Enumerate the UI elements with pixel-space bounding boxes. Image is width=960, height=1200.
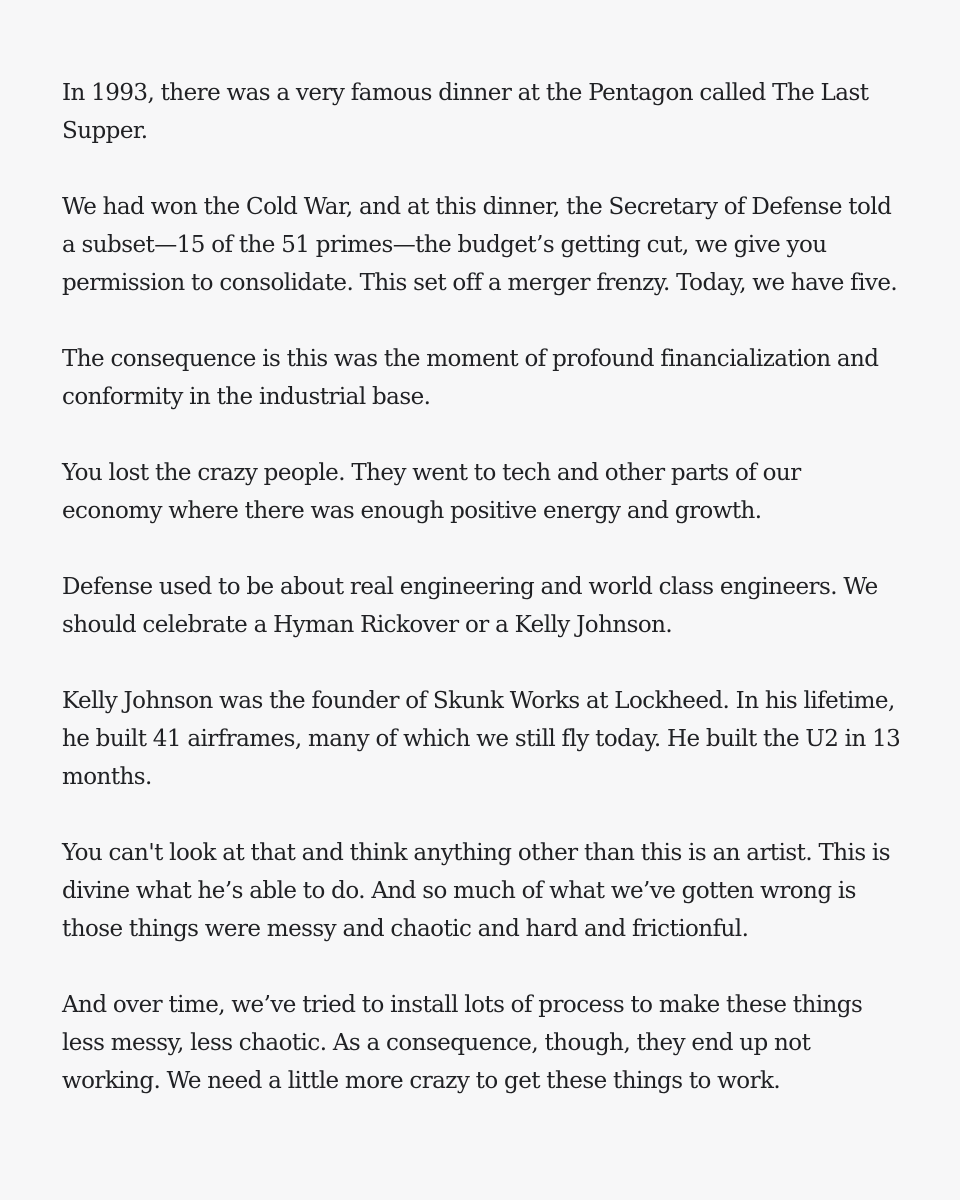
paragraph-6-line-1: Kelly Johnson was the founder of Skunk Works at Lockheed. In his lifetime, (62, 688, 895, 714)
paragraph-8 (62, 986, 922, 1100)
paragraph-1-line-2: Supper. (62, 118, 148, 144)
paragraph-6-line-2: he built 41 airframes, many of which we still fly today. He built the U2 in 13 (62, 726, 901, 752)
paragraph-7-line-2: divine what he’s able to do. And so much of what we’ve gotten wrong is (62, 878, 856, 904)
paragraph-6 (62, 682, 922, 796)
paragraph-7-line-3: those things were messy and chaotic and hard and frictionful. (62, 916, 749, 942)
paragraph-2 (62, 188, 922, 302)
paragraph-5-line-2: should celebrate a Hyman Rickover or a Kelly Johnson. (62, 612, 673, 638)
paragraph-2-line-3: permission to consolidate. This set off a merger frenzy. Today, we have five. (62, 270, 898, 296)
paragraph-1 (62, 74, 922, 150)
paragraph-8-line-1: And over time, we’ve tried to install lots of process to make these things (62, 992, 863, 1018)
paragraph-8-line-3: working. We need a little more crazy to get these things to work. (62, 1068, 781, 1094)
paragraph-2-line-2: a subset—15 of the 51 primes—the budget’s getting cut, we give you (62, 232, 827, 258)
paragraph-2-line-1: We had won the Cold War, and at this dinner, the Secretary of Defense told (62, 194, 892, 220)
paragraph-6-line-3: months. (62, 764, 152, 790)
paragraph-3-line-1: The consequence is this was the moment of profound financialization and (62, 346, 879, 372)
paragraph-3 (62, 340, 922, 416)
paragraph-4-line-2: economy where there was enough positive energy and growth. (62, 498, 762, 524)
paragraph-5-line-1: Defense used to be about real engineering and world class engineers. We (62, 574, 878, 600)
paragraph-4 (62, 454, 922, 530)
quote-text-block (62, 74, 922, 1100)
paragraph-5 (62, 568, 922, 644)
paragraph-7 (62, 834, 922, 948)
paragraph-1-line-1: In 1993, there was a very famous dinner at the Pentagon called The Last (62, 80, 869, 106)
paragraph-4-line-1: You lost the crazy people. They went to tech and other parts of our (62, 460, 801, 486)
paragraph-3-line-2: conformity in the industrial base. (62, 384, 431, 410)
paragraph-8-line-2: less messy, less chaotic. As a consequence, though, they end up not (62, 1030, 811, 1056)
paragraph-7-line-1: You can't look at that and think anything other than this is an artist. This is (62, 840, 890, 866)
